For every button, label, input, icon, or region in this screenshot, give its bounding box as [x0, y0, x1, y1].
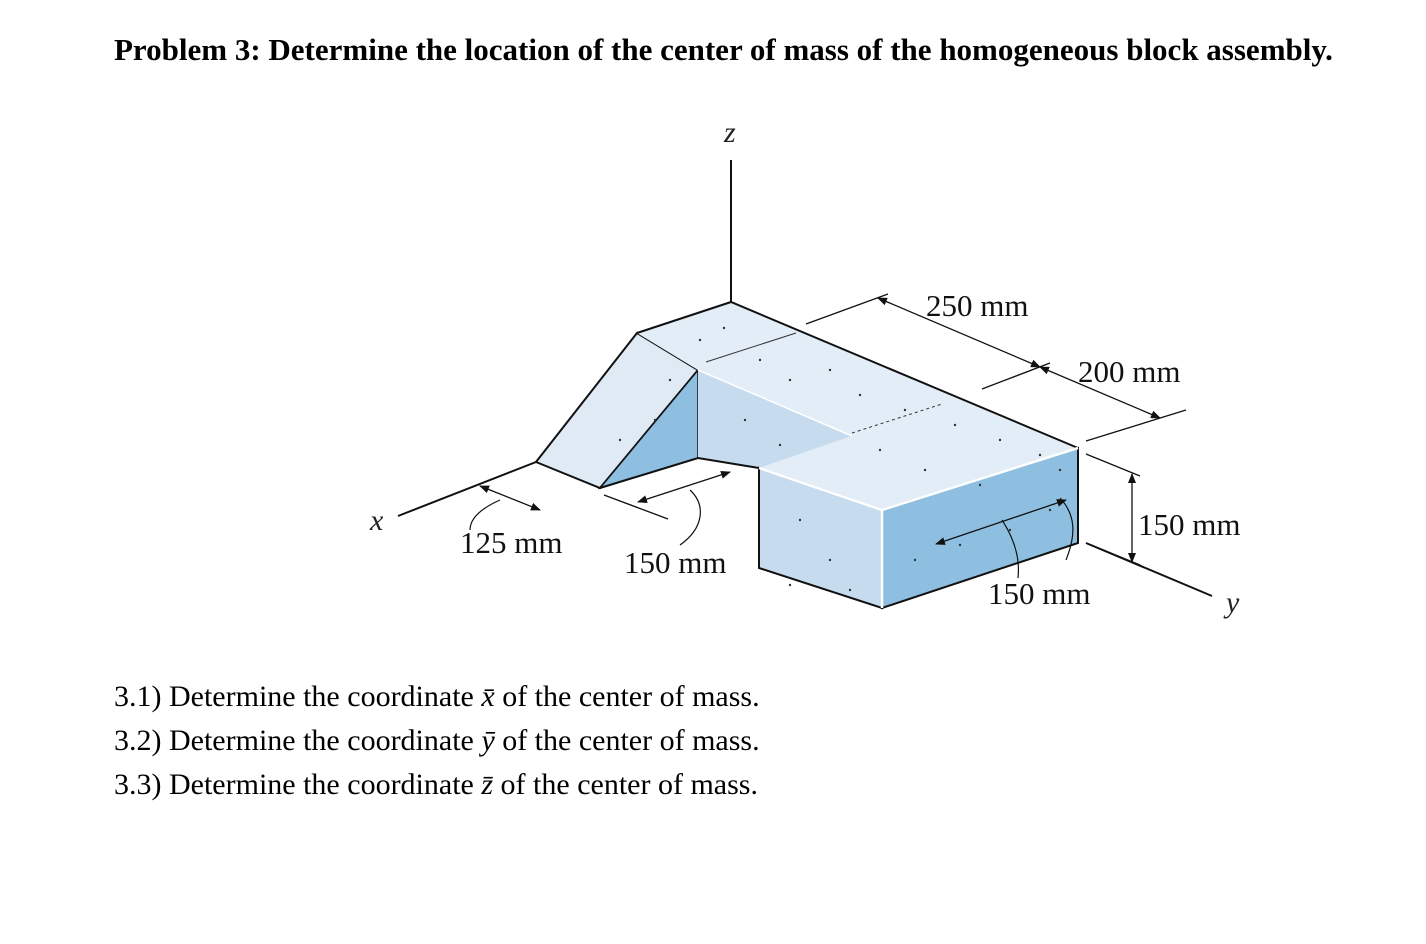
x-axis-label: x [370, 504, 384, 537]
problem-text-before: Determine the location of the center of mass of the [268, 32, 932, 67]
question-prefix: 3.2) Determine the coordinate [114, 724, 474, 757]
dim-200-ext [1086, 410, 1186, 441]
dim-125-label: 125 mm [460, 525, 563, 560]
x-axis-line [398, 462, 536, 516]
question-item [114, 763, 760, 807]
question-prefix: 3.1) Determine the coordinate [114, 680, 474, 713]
question-symbol: ȳ [481, 724, 495, 757]
dim-150-height-label: 150 mm [1138, 507, 1241, 542]
question-symbol: z̄ [481, 768, 494, 801]
dim-150-left-label: 150 mm [624, 545, 727, 580]
question-symbol: x̄ [481, 680, 495, 713]
question-item [114, 675, 760, 719]
dim-150l-leader [680, 490, 700, 545]
question-suffix: of the center of mass. [502, 680, 760, 713]
dim-150h-ext-top [1086, 454, 1140, 476]
dim-150-front-label: 150 mm [988, 576, 1091, 611]
question-suffix: of the center of mass. [500, 768, 758, 801]
dim-250-ext-1 [806, 294, 888, 324]
dim-150l-arrow-line [638, 472, 730, 502]
question-list [114, 675, 760, 807]
y-axis-label: y [1226, 586, 1240, 619]
question-suffix: of the center of mass. [502, 724, 760, 757]
question-item [114, 719, 760, 763]
z-axis-label: z [724, 116, 736, 149]
dim-125-ext [604, 495, 668, 519]
dim-250-label: 250 mm [926, 288, 1029, 323]
problem-label: Problem 3: [114, 32, 261, 67]
question-prefix: 3.3) Determine the coordinate [114, 768, 474, 801]
dim-125-arrow-line [480, 486, 540, 510]
problem-emphasis: homogeneous [939, 32, 1119, 67]
dim-200-label: 200 mm [1078, 354, 1181, 389]
problem-text-after: block assembly. [1126, 32, 1333, 67]
